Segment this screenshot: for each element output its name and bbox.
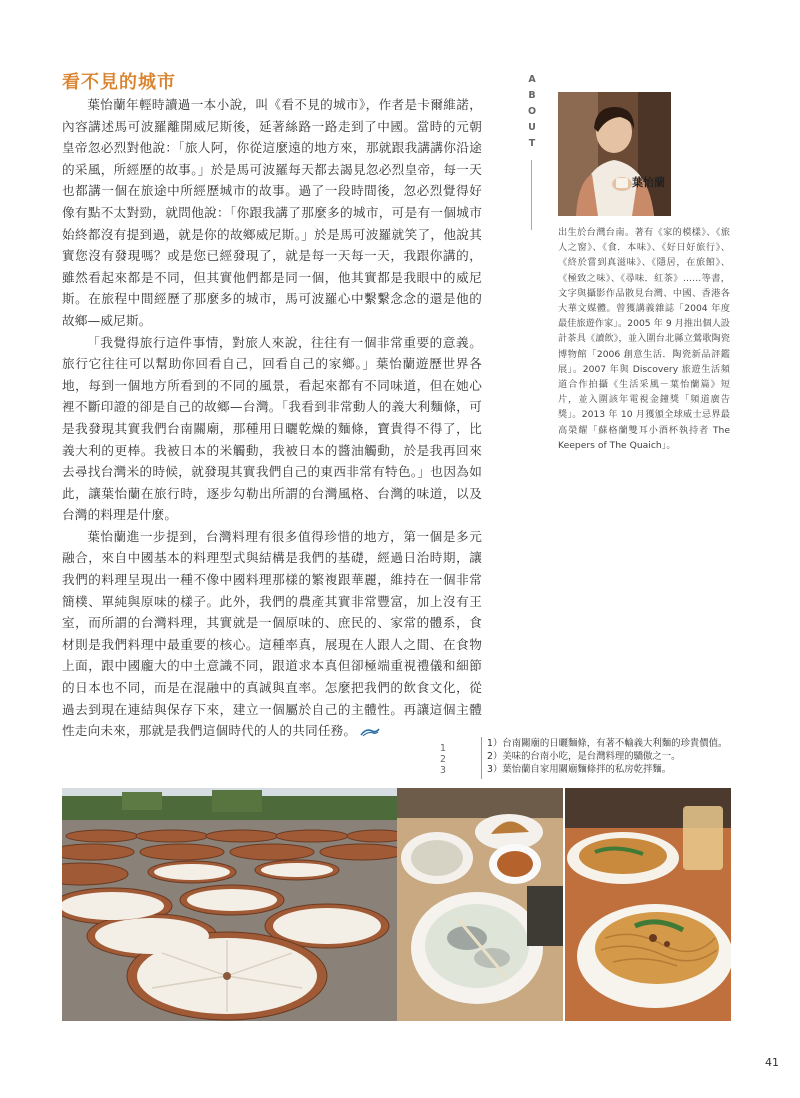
paragraph-2: 「我覺得旅行這件事情，對旅人來說，往往有一個非常重要的意義。旅行它往往可以幫助你回看自己，回看自己的家鄉。」葉怡蘭遊歷世界各地，每到一個地方所看到的不同的風景，看起來都有不同味道，但在她心裡不斷印證的卻是自己的故鄉—台灣。「我看到非常動人的義大利麵條，可是我發現其實我們台南關廟，那種用日曬乾燥的麵條，寶貴得不得了，比義大利的更棒。我被日本的米觸動，我被日本的醬油觸動，於是我再回來去尋找台灣米的時候，就發現其實我們自己的東西非常有特色。」也因為如此，讓葉怡蘭在旅行時，逐步勾勒出所謂的台灣風格、台灣的味道，以及台灣的料理是什麼。	[62, 334, 482, 523]
wave-ornament-icon	[360, 727, 380, 737]
photo-drying-noodles	[62, 788, 397, 1021]
about-letter: O	[527, 106, 537, 117]
article-title: 看不見的城市	[62, 72, 176, 93]
caption-item: 3）葉怡蘭自家用關廟麵條拌的私房乾拌麵。	[487, 764, 672, 775]
paragraph-3-text: 葉怡蘭進一步提到，台灣料理有很多值得珍惜的地方，第一個是多元融合，來自中國基本的料理型式與結構是我們的基礎，經過日治時期，讓我們的料理呈現出一種不像中國料理那樣的繁複跟華麗，維持在一個非常簡樸、單純與原味的樣子。此外，我們的農產其實非常豐富，加上沒有王室，而所謂的台灣料理，其實就是一個原味的、庶民的、家常的體系，食材則是我們料理中最重要的核心。這種率真，展現在人跟人之間、在食物上面，跟中國龐大的中土意識不同，跟道求本真但卻極端重視禮儀和細節的日本也不同，而是在混融中的真誠與直率。怎麼把我們的飲食文化，從過去到現在連結與保存下來，建立一個屬於自己的主體性。再讓這個主體性走向未來，那就是我們這個時代的人的共同任務。	[62, 528, 482, 739]
caption-divider	[481, 737, 482, 779]
caption-item: 1）台南關廟的日曬麵條，有著不輸義大利麵的珍貴價值。	[487, 738, 728, 749]
page-number: 41	[765, 1056, 779, 1069]
about-divider	[531, 160, 532, 230]
about-letter: T	[528, 138, 536, 149]
portrait-name-label: 葉怡蘭	[632, 176, 665, 189]
paragraph-1: 葉怡蘭年輕時讀過一本小說，叫《看不見的城市》，作者是卡爾維諾，內容講述馬可波羅離開威尼斯後，延著絲路一路走到了中國。當時的元朝皇帝忽必烈對他說：「旅人阿，你從這麼遠的地方來，那就跟我講講你沿途的采風，所經歷的故事。」於是馬可波羅每天都去謁見忽必烈皇帝，每一天也都講一個在旅途中所經歷城市的故事。過了一段時間後，忽必烈覺得好像有點不太對勁，就問他說：「你跟我講了那麼多的城市，可是有一個城市始終都沒有提到過，就是你的故鄉威尼斯。」於是馬可波羅就笑了，他說其實您沒有發現嗎？或是您已經發現了，就是每一天每一天，我跟你講的，雖然看起來都是不同，但其實他們都是同一個，他其實都是我眼中的威尼斯。在旅程中間經歷了那麼多的城市，馬可波羅心中繫繫念念的還是他的故鄉—威尼斯。	[62, 97, 482, 328]
paragraph-3	[62, 526, 482, 742]
caption-item: 2）美味的台南小吃，是台灣料理的驕傲之一。	[487, 751, 681, 762]
about-letter: A	[528, 74, 536, 85]
caption-list	[487, 737, 800, 776]
about-letter: B	[528, 90, 536, 101]
about-label	[527, 72, 537, 152]
caption-numbers: 1 2 3	[440, 743, 451, 776]
photo-dry-noodles	[565, 788, 731, 1021]
photo-tainan-snacks	[397, 788, 563, 1021]
article-body	[62, 94, 482, 742]
author-bio: 出生於台灣台南。著有《家的模樣》、《旅人之窗》、《食．本味》、《好日好旅行》、《終於嘗到真滋味》、《隱居，在旅館》、《極致之味》、《尋味．紅茶》……等書，文字與攝影作品散見台灣、中國、香港各大華文媒體。曾獲講義雜誌「2004 年度最佳旅遊作家」。2005 年 9 月推出個人設計茶具《讀飲》，並入圍台北縣立鶯歌陶瓷博物館「2006 創意生活．陶瓷新品評鑑展」。2007 年與 Discovery 旅遊生活頻道合作拍攝《生活采風－葉怡蘭篇》短片，並入圍該年電視金鐘獎「頻道廣告獎」。2013 年 10 月獲頒全球威士忌界最高榮耀「蘇格蘭雙耳小酒杯執持者 The Keepers of The Quaich」。	[558, 227, 730, 451]
about-letter: U	[528, 122, 536, 133]
author-portrait	[558, 92, 671, 216]
